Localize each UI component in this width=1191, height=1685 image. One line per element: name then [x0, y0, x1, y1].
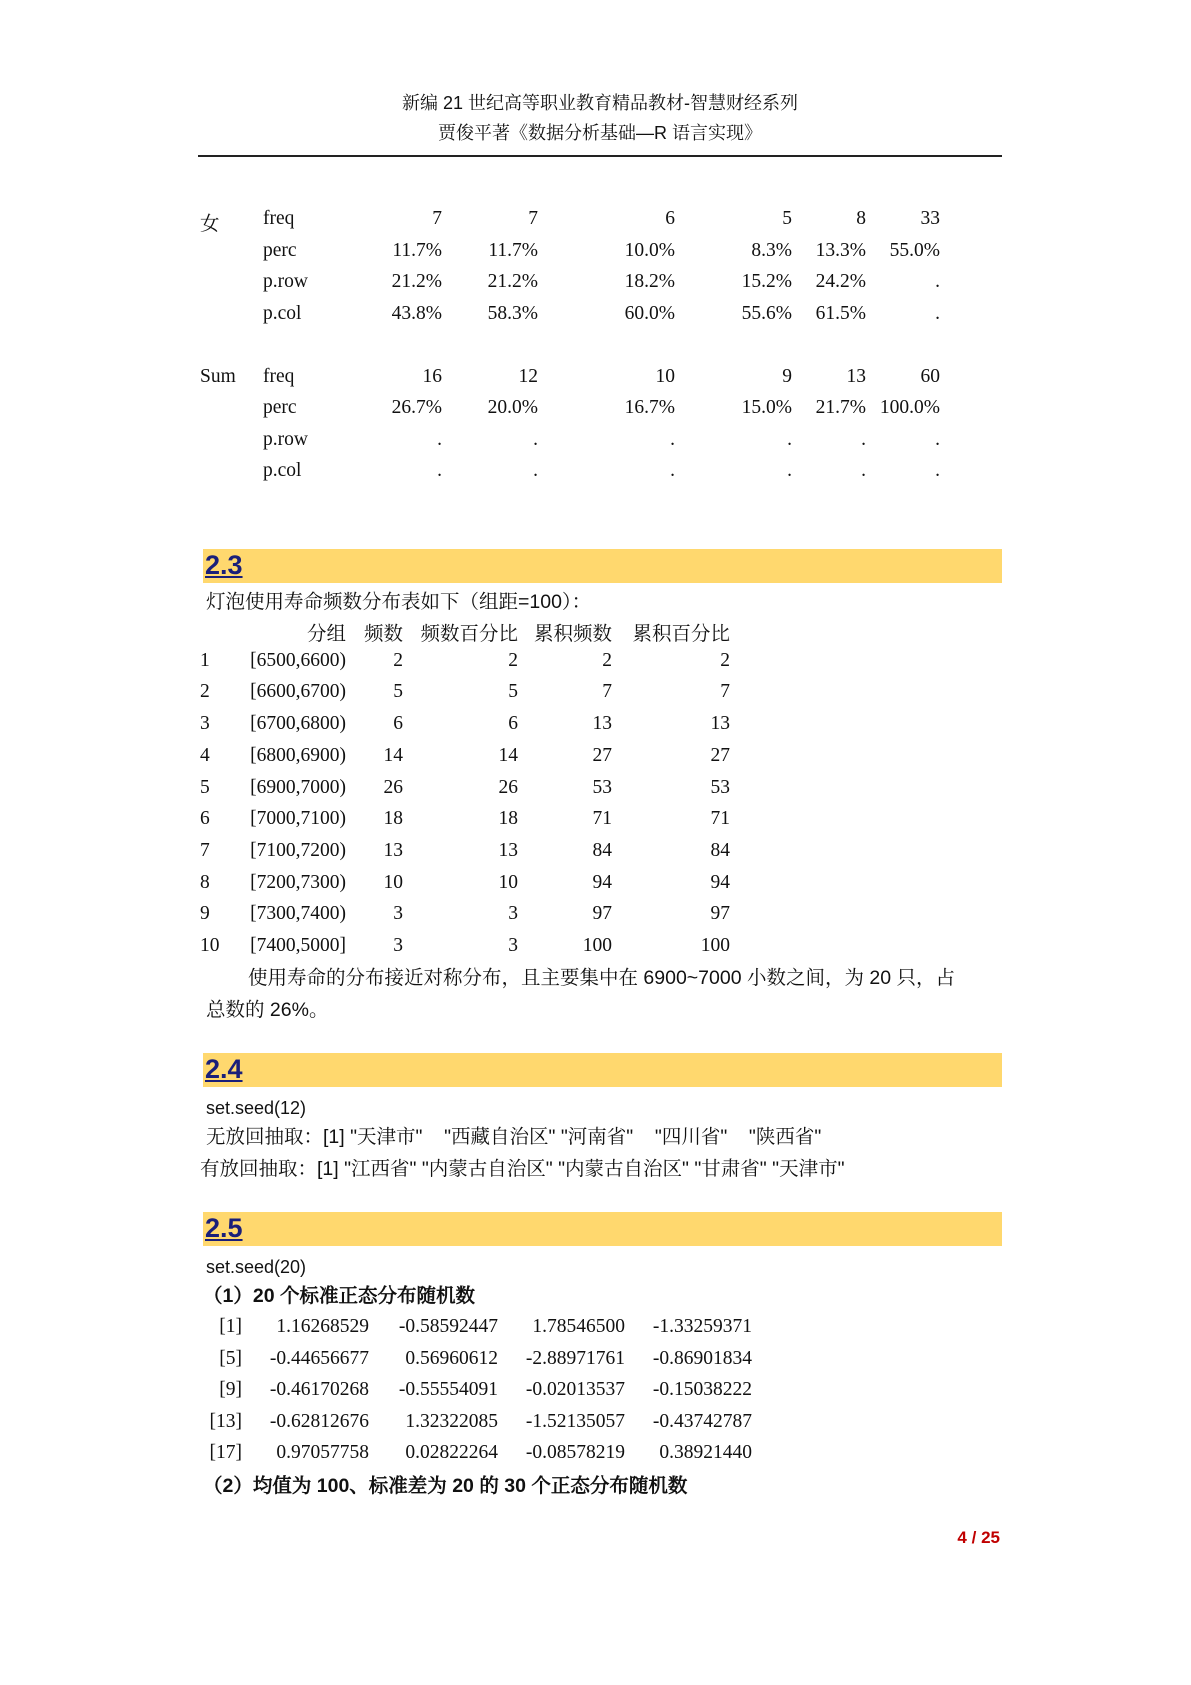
frequency-table-cell: 18	[383, 808, 403, 830]
frequency-table-column-header: 累积频数	[533, 624, 612, 645]
random-number-value: -0.44656677	[269, 1347, 369, 1369]
crosstab-value: 24.2%	[815, 271, 866, 292]
crosstab-value: .	[787, 460, 792, 481]
crosstab-value: 15.0%	[741, 397, 792, 418]
crosstab-value: 7	[528, 208, 538, 229]
frequency-table-column-header: 频数	[363, 624, 403, 645]
frequency-table-header	[0, 618, 1191, 646]
crosstab-value: 9	[782, 365, 792, 387]
crosstab-group-label: 女	[200, 214, 220, 235]
s24-code: set.seed(12)	[206, 1098, 307, 1118]
random-number-value: 0.38921440	[659, 1442, 752, 1464]
frequency-table-cell: 53	[710, 776, 730, 798]
crosstab-value: 60	[920, 365, 940, 387]
s25-subheading-2: （2）均值为 100、标准差为 20 的 30 个正态分布随机数	[203, 1475, 688, 1497]
random-number-value: 1.16268529	[276, 1316, 369, 1337]
frequency-table-row	[0, 745, 1191, 773]
random-number-value: -1.52135057	[525, 1410, 625, 1432]
header-book-title: 贾俊平著《数据分析基础—R 语言实现》	[438, 123, 762, 143]
crosstab-row	[0, 303, 1191, 331]
crosstab-stat-label: perc	[263, 239, 297, 261]
crosstab-value: .	[533, 428, 538, 450]
frequency-table-cell: [6700,6800)	[250, 713, 346, 735]
frequency-table-cell: [7200,7300)	[250, 871, 346, 893]
crosstab-value: 7	[432, 208, 442, 229]
crosstab-value: 55.6%	[741, 302, 792, 324]
crosstab-row	[0, 271, 1191, 299]
s24-without-replacement: 无放回抽取：[1] "天津市" "西藏自治区" "河南省" "四川省" "陕西省"	[206, 1126, 822, 1148]
random-numbers-row	[0, 1348, 1191, 1376]
crosstab-value: 11.7%	[488, 239, 538, 261]
page-separator: /	[971, 1528, 977, 1547]
frequency-table-cell: 2	[393, 649, 403, 671]
section-header-2-4	[203, 1053, 1002, 1087]
s23-conclusion-line2: 总数的 26%。	[206, 999, 329, 1021]
frequency-table-cell: 7	[720, 681, 730, 703]
frequency-table-cell: 3	[393, 903, 403, 925]
crosstab-value: .	[861, 428, 866, 450]
random-number-value: -1.33259371	[652, 1316, 752, 1337]
frequency-table-cell: 5	[508, 681, 518, 703]
crosstab-value: 18.2%	[624, 271, 675, 292]
running-header	[198, 88, 1002, 148]
frequency-table-cell: [6900,7000)	[250, 776, 346, 798]
output-index: [9]	[219, 1379, 242, 1401]
frequency-table-cell: 100	[582, 935, 612, 956]
frequency-table-cell: 14	[383, 744, 403, 766]
frequency-table-cell: 14	[498, 744, 518, 766]
crosstab-value: 33	[920, 208, 940, 229]
random-number-value: -0.08578219	[525, 1442, 625, 1464]
output-index: [13]	[209, 1410, 242, 1432]
random-number-value: 1.78546500	[532, 1316, 625, 1337]
frequency-table-row-index: 6	[200, 808, 210, 830]
crosstab-row	[0, 397, 1191, 425]
crosstab-value: 5	[782, 208, 792, 229]
crosstab-stat-label: p.col	[263, 460, 302, 481]
crosstab-value: 6	[665, 208, 675, 229]
crosstab-stat-label: p.row	[263, 271, 308, 292]
random-number-value: -0.02013537	[525, 1379, 625, 1401]
crosstab-value: 43.8%	[391, 302, 442, 324]
frequency-table-column-header: 频数百分比	[420, 624, 518, 645]
frequency-table-cell: 3	[508, 935, 518, 956]
crosstab-value: 21.2%	[487, 271, 538, 292]
frequency-table-cell: [6600,6700)	[250, 681, 346, 703]
frequency-table-cell: 5	[393, 681, 403, 703]
crosstab-value: .	[935, 428, 940, 450]
crosstab-value: .	[935, 460, 940, 481]
frequency-table-row-index: 10	[200, 935, 220, 956]
crosstab-value: .	[670, 460, 675, 481]
crosstab-value: .	[670, 428, 675, 450]
frequency-table-cell: 2	[508, 649, 518, 671]
crosstab-value: 58.3%	[487, 302, 538, 324]
crosstab-value: .	[787, 428, 792, 450]
frequency-table-row-index: 1	[200, 649, 210, 671]
frequency-table-cell: 84	[710, 839, 730, 861]
random-number-value: -0.55554091	[398, 1379, 498, 1401]
crosstab-stat-label: perc	[263, 397, 297, 418]
frequency-table-cell: 97	[710, 903, 730, 925]
crosstab-value: .	[861, 460, 866, 481]
random-numbers-row	[0, 1316, 1191, 1344]
random-number-value: -0.43742787	[652, 1410, 752, 1432]
random-number-value: -0.58592447	[398, 1316, 498, 1337]
frequency-table-cell: 97	[592, 903, 612, 925]
random-number-value: 0.97057758	[276, 1442, 369, 1464]
crosstab-value: 8.3%	[751, 239, 792, 261]
frequency-table-cell: [7100,7200)	[250, 839, 346, 861]
frequency-table-cell: 27	[592, 744, 612, 766]
s25-subheading-1: （1）20 个标准正态分布随机数	[203, 1285, 475, 1307]
frequency-table-cell: [7300,7400)	[250, 903, 346, 925]
page-number	[920, 1528, 1000, 1548]
frequency-table-row	[0, 713, 1191, 741]
frequency-table-cell: 71	[592, 808, 612, 830]
crosstab-value: 20.0%	[487, 397, 538, 418]
output-index: [5]	[219, 1347, 242, 1369]
frequency-table-row	[0, 935, 1191, 963]
frequency-table	[0, 618, 1191, 958]
header-rule	[198, 155, 1002, 157]
frequency-table-cell: 71	[710, 808, 730, 830]
s23-intro: 灯泡使用寿命频数分布表如下（组距=100）：	[206, 591, 592, 613]
frequency-table-cell: 13	[498, 839, 518, 861]
frequency-table-row	[0, 903, 1191, 931]
frequency-table-cell: 94	[592, 871, 612, 893]
frequency-table-cell: 10	[383, 871, 403, 893]
crosstab-value: 61.5%	[815, 302, 866, 324]
frequency-table-cell: 13	[592, 713, 612, 735]
section-title: 2.3	[205, 550, 243, 580]
crosstab-value: 10	[655, 365, 675, 387]
frequency-table-cell: 27	[710, 744, 730, 766]
s24-with-replacement: 有放回抽取：[1] "江西省" "内蒙古自治区" "内蒙古自治区" "甘肃省" "天津市"	[200, 1158, 845, 1180]
frequency-table-cell: 13	[383, 839, 403, 861]
crosstab-value: 16	[422, 365, 442, 387]
random-number-value: -0.62812676	[269, 1410, 369, 1432]
random-numbers-row	[0, 1411, 1191, 1439]
frequency-table-row	[0, 872, 1191, 900]
crosstab-value: 55.0%	[889, 239, 940, 261]
crosstab-stat-label: p.row	[263, 428, 308, 450]
crosstab-value: .	[437, 428, 442, 450]
crosstab-stat-label: p.col	[263, 302, 302, 324]
random-number-value: -0.46170268	[269, 1379, 369, 1401]
frequency-table-cell: 13	[710, 713, 730, 735]
frequency-table-row-index: 5	[200, 776, 210, 798]
crosstab-value: .	[533, 460, 538, 481]
section-header-2-3	[203, 549, 1002, 583]
frequency-table-cell: 7	[602, 681, 612, 703]
frequency-table-cell: 84	[592, 839, 612, 861]
frequency-table-cell: 26	[383, 776, 403, 798]
frequency-table-cell: 2	[720, 649, 730, 671]
crosstab-value: 15.2%	[741, 271, 792, 292]
crosstab-row	[0, 208, 1191, 236]
crosstab-row	[0, 460, 1191, 488]
crosstab-value: 10.0%	[624, 239, 675, 261]
crosstab-value: 13	[846, 365, 866, 387]
crosstab-group-label: Sum	[200, 365, 236, 387]
frequency-table-row-index: 2	[200, 681, 210, 703]
frequency-table-row-index: 7	[200, 839, 210, 861]
frequency-table-cell: [7000,7100)	[250, 808, 346, 830]
crosstab-value: 60.0%	[624, 302, 675, 324]
random-numbers-output	[0, 1316, 1191, 1476]
s25-code: set.seed(20)	[206, 1257, 307, 1277]
crosstab-value: .	[935, 271, 940, 292]
frequency-table-cell: 3	[508, 903, 518, 925]
frequency-table-cell: 2	[602, 649, 612, 671]
output-index: [17]	[209, 1442, 242, 1464]
crosstab-stat-label: freq	[263, 208, 295, 229]
section-header-2-5	[203, 1212, 1002, 1246]
frequency-table-cell: [7400,5000]	[250, 935, 346, 956]
frequency-table-cell: [6800,6900)	[250, 744, 346, 766]
frequency-table-row	[0, 777, 1191, 805]
random-number-value: -0.15038222	[652, 1379, 752, 1401]
frequency-table-cell: [6500,6600)	[250, 649, 346, 671]
frequency-table-row	[0, 681, 1191, 709]
crosstab-value: 26.7%	[391, 397, 442, 418]
output-index: [1]	[219, 1316, 242, 1337]
section-title: 2.4	[205, 1054, 243, 1084]
frequency-table-row	[0, 840, 1191, 868]
crosstab-row	[0, 366, 1191, 394]
frequency-table-row	[0, 808, 1191, 836]
crosstab-row	[0, 429, 1191, 457]
header-series-title: 新编 21 世纪高等职业教育精品教材-智慧财经系列	[401, 93, 798, 113]
random-number-value: 1.32322085	[405, 1410, 498, 1432]
section-title: 2.5	[205, 1213, 243, 1243]
frequency-table-cell: 53	[592, 776, 612, 798]
crosstab-value: 16.7%	[624, 397, 675, 418]
frequency-table-cell: 10	[498, 871, 518, 893]
frequency-table-row-index: 9	[200, 903, 210, 925]
random-numbers-row	[0, 1442, 1191, 1470]
crosstab-value: 11.7%	[392, 239, 442, 261]
crosstab-value: 13.3%	[815, 239, 866, 261]
random-number-value: 0.56960612	[405, 1347, 498, 1369]
frequency-table-row-index: 3	[200, 713, 210, 735]
crosstab-stat-label: freq	[263, 365, 295, 387]
crosstab-value: .	[935, 302, 940, 324]
crosstab-table	[0, 208, 1191, 488]
crosstab-row	[0, 240, 1191, 268]
frequency-table-cell: 94	[710, 871, 730, 893]
frequency-table-row-index: 4	[200, 744, 210, 766]
random-number-value: 0.02822264	[405, 1442, 498, 1464]
frequency-table-cell: 6	[508, 713, 518, 735]
frequency-table-column-header: 分组	[306, 624, 346, 645]
crosstab-value: 8	[856, 208, 866, 229]
frequency-table-row-index: 8	[200, 871, 210, 893]
crosstab-value: .	[437, 460, 442, 481]
random-number-value: -0.86901834	[652, 1347, 752, 1369]
frequency-table-cell: 3	[393, 935, 403, 956]
frequency-table-cell: 26	[498, 776, 518, 798]
frequency-table-row	[0, 650, 1191, 678]
s23-conclusion-line1: 使用寿命的分布接近对称分布，且主要集中在 6900~7000 小数之间，为 20 只，占	[248, 967, 956, 989]
crosstab-value: 21.7%	[815, 397, 866, 418]
frequency-table-cell: 18	[498, 808, 518, 830]
crosstab-value: 21.2%	[391, 271, 442, 292]
frequency-table-cell: 100	[700, 935, 730, 956]
page-current: 4	[957, 1528, 967, 1547]
frequency-table-column-header: 累积百分比	[632, 624, 730, 645]
page-total: 25	[981, 1528, 1000, 1547]
crosstab-value: 12	[518, 365, 538, 387]
random-number-value: -2.88971761	[525, 1347, 625, 1369]
crosstab-value: 100.0%	[879, 397, 940, 418]
random-numbers-row	[0, 1379, 1191, 1407]
frequency-table-cell: 6	[393, 713, 403, 735]
